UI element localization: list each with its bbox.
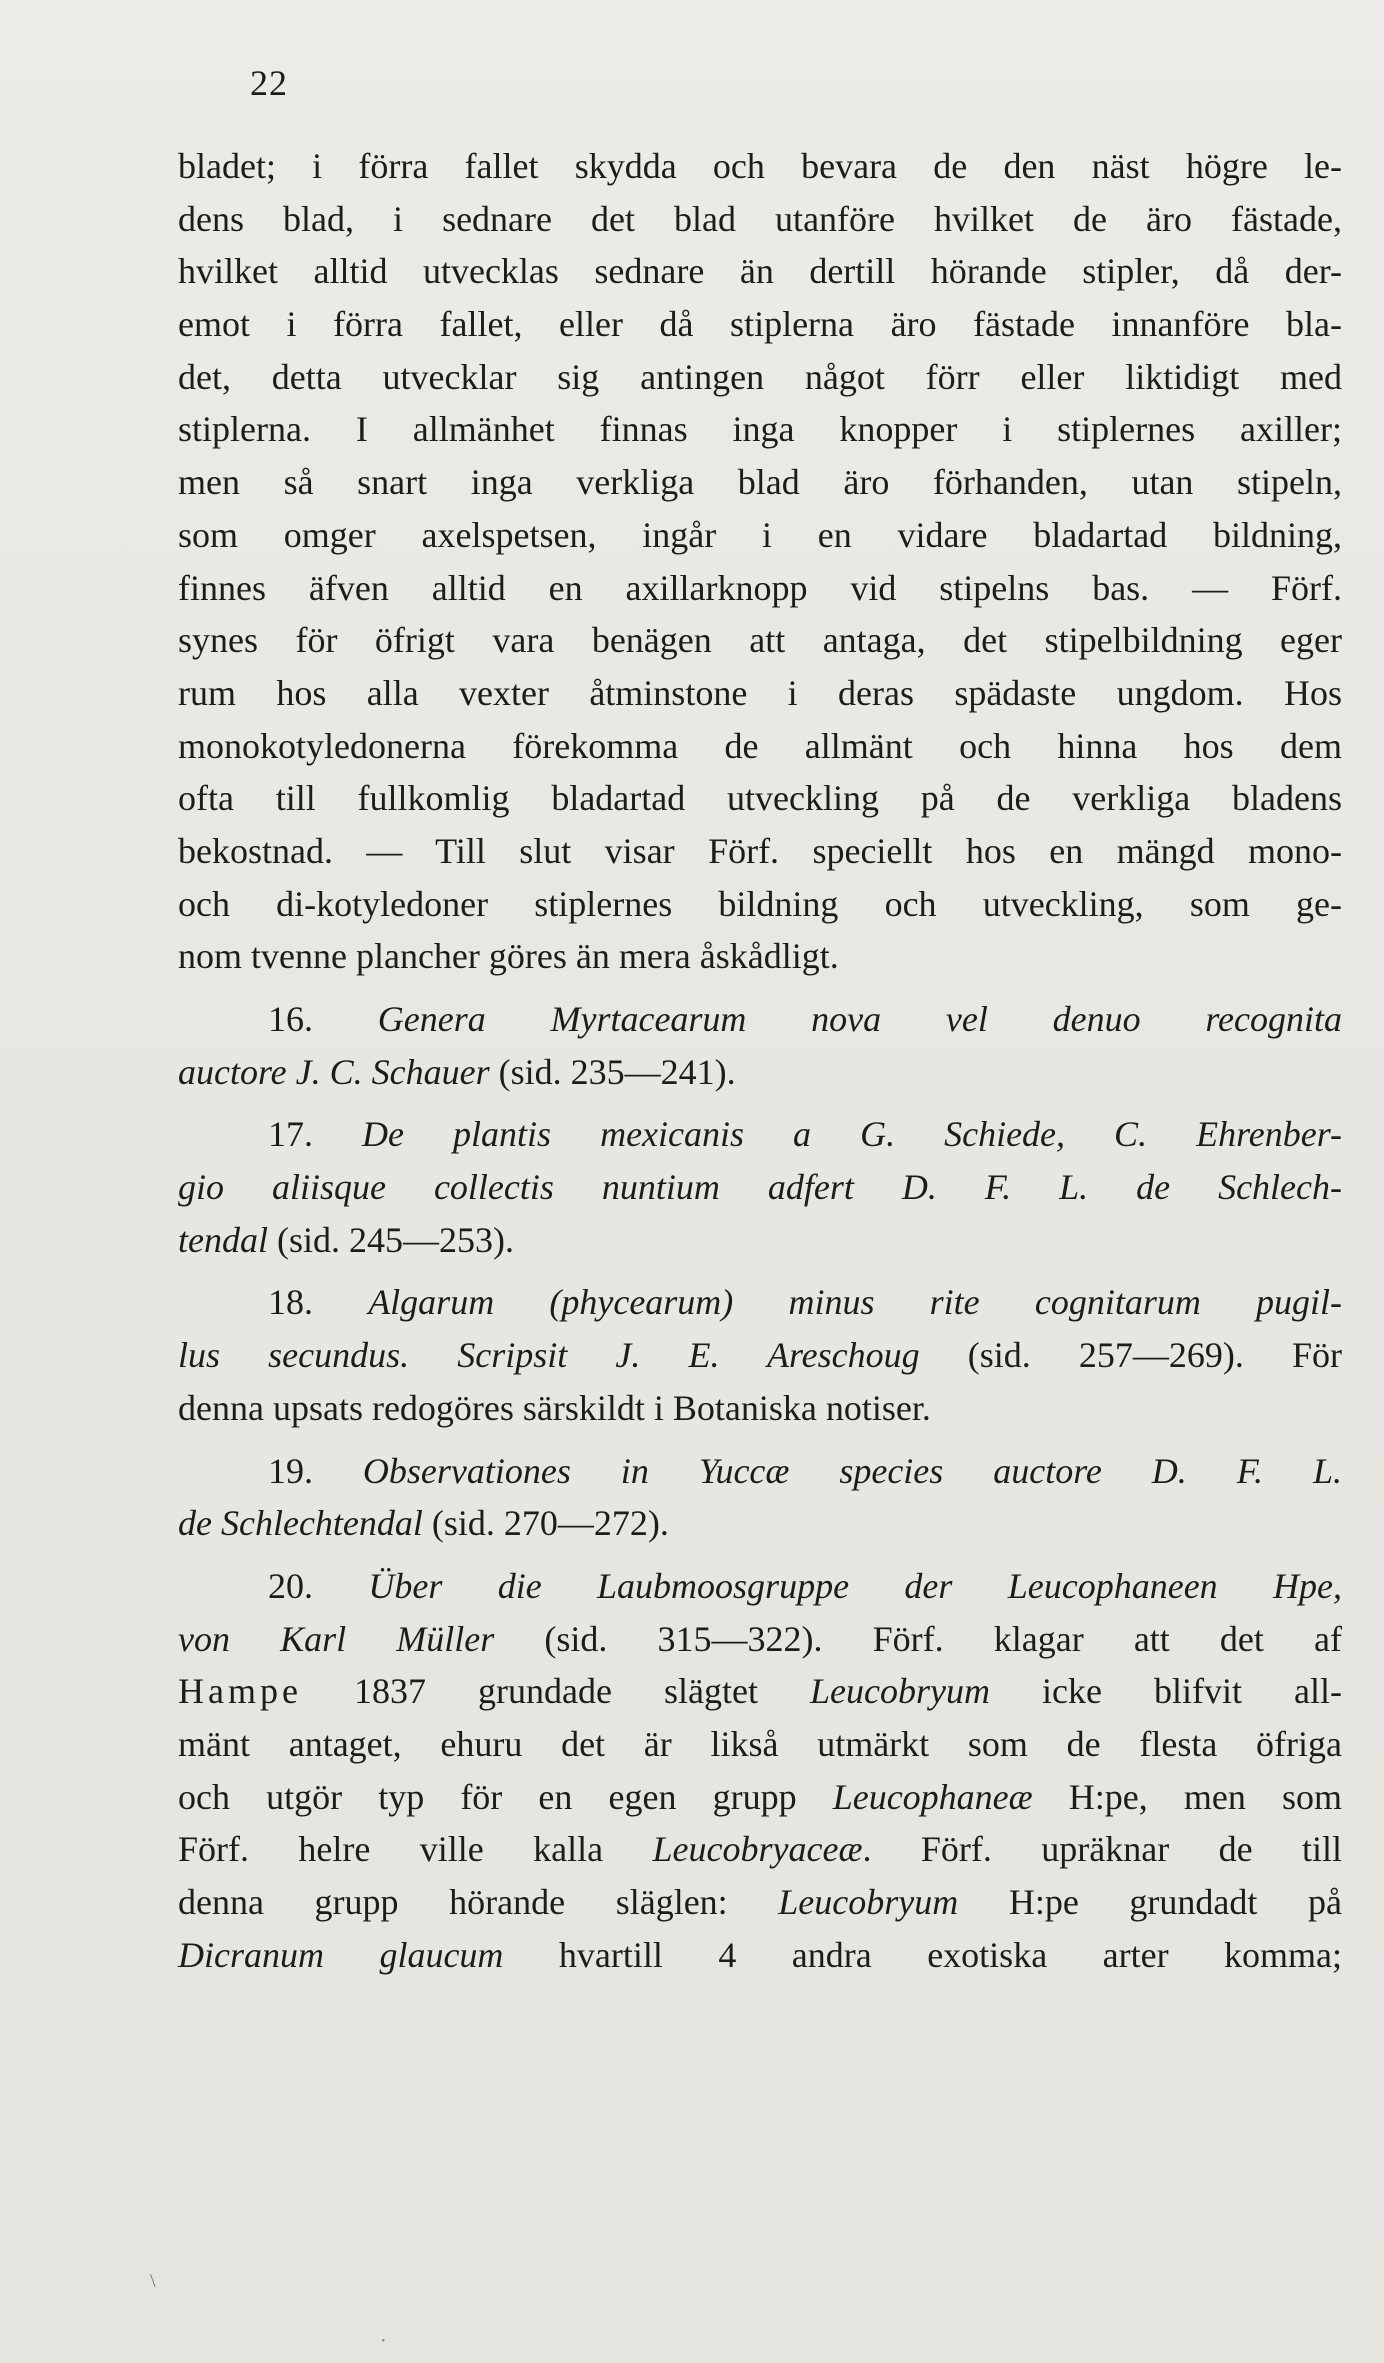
text-line (178, 1276, 1342, 1329)
italic-genus: Leucobryaceæ (652, 1829, 863, 1870)
text-line: men så snart inga verkliga blad äro förhanden, utan stipeln, (178, 462, 1342, 503)
text-line (178, 1876, 1342, 1929)
text-line (178, 1046, 1342, 1099)
italic-title: Algarum (phycearum) minus rite cognitarum pugil- (368, 1282, 1343, 1323)
italic-genus: Leucophaneæ (832, 1776, 1033, 1817)
page-reference: (sid. 245—253). (267, 1219, 514, 1260)
roman-text: H:pe grundadt på (958, 1882, 1342, 1922)
page-reference: (sid. 257—269). För (919, 1335, 1342, 1376)
text-line (178, 1329, 1342, 1382)
page-number: 22 (250, 63, 288, 103)
roman-text: hvartill 4 andra exotiska arter komma; (503, 1934, 1343, 1975)
text-line: stiplerna. I allmänhet finnas inga knopper i stiplernes axiller; (178, 409, 1342, 450)
text-line (178, 1823, 1342, 1876)
entry-19 (178, 1445, 1342, 1550)
text-line: nom tvenne plancher göres än mera åskådligt. (178, 936, 839, 977)
entry-17 (178, 1108, 1342, 1266)
page-reference: (sid. 235—241). (489, 1051, 736, 1092)
text-line: hvilket alltid utvecklas sednare än dertill hörande stipler, då der- (178, 251, 1342, 292)
italic-title: gio aliisque collectis nuntium adfert D. F. L. de Schlech- (178, 1167, 1342, 1208)
text-line (178, 1382, 1342, 1435)
text-line (178, 1929, 1342, 1982)
italic-genus: Leucobryum (810, 1671, 990, 1712)
italic-title: tendal (178, 1219, 268, 1260)
italic-genus: Dicranum glaucum (178, 1934, 504, 1975)
page-text (178, 140, 1342, 1981)
text-line (178, 1665, 1342, 1718)
italic-title: Observationes in Yuccæ species auctore D. F. L. (362, 1450, 1342, 1491)
entry-number: 17. (268, 1114, 313, 1155)
text-line: rum hos alla vexter åtminstone i deras spädaste ungdom. Hos (178, 672, 1342, 713)
spaced-name: Hampe (178, 1671, 302, 1712)
paragraph-stipler (178, 140, 1342, 983)
text-line: det, detta utvecklar sig antingen något förr eller liktidigt med (178, 356, 1342, 397)
italic-title: de Schlechtendal (178, 1503, 423, 1544)
text-line (178, 1613, 1342, 1666)
text-line: synes för öfrigt vara benägen att antaga, det stipelbildning eger (178, 620, 1342, 661)
paper-speck: · (380, 2330, 387, 2352)
entry-number: 18. (268, 1282, 313, 1323)
text-line: och di-kotyledoner stiplernes bildning och utveckling, som ge- (178, 883, 1342, 924)
italic-title: Genera Myrtacearum nova vel denuo recognita (377, 999, 1343, 1039)
text-line (178, 993, 1342, 1046)
entry-number: 16. (268, 999, 313, 1039)
entry-16 (178, 993, 1342, 1098)
text-line (178, 1445, 1342, 1498)
entry-20 (178, 1560, 1342, 1982)
roman-text: H:pe, men som (1032, 1776, 1342, 1817)
italic-title: De plantis mexicanis a G. Schiede, C. Ehrenber- (362, 1114, 1342, 1155)
roman-text: denna upsats redogöres särskildt i Botaniska notiser. (178, 1387, 931, 1428)
text-line: bladet; i förra fallet skydda och bevara de den näst högre le- (178, 146, 1342, 186)
text-line (178, 1718, 1342, 1771)
roman-text: (sid. 315—322). Förf. klagar att det af (494, 1618, 1343, 1659)
text-line (178, 1560, 1342, 1613)
roman-text: 1837 grundade slägtet (301, 1671, 811, 1712)
italic-title: von Karl Müller (178, 1618, 495, 1659)
text-line (178, 1497, 1342, 1550)
text-line: finnes äfven alltid en axillarknopp vid stipelns bas. — Förf. (178, 567, 1342, 608)
text-line: emot i förra fallet, eller då stiplerna äro fästade innanföre bla- (178, 304, 1342, 345)
italic-title: Über die Laubmoosgruppe der Leucophaneen Hpe, (368, 1565, 1343, 1606)
text-line: monokotyledonerna förekomma de allmänt och hinna hos dem (178, 725, 1342, 766)
text-line: ofta till fullkomlig bladartad utveckling på de verkliga bladens (178, 778, 1342, 819)
italic-title: lus secundus. Scripsit J. E. Areschoug (178, 1335, 920, 1376)
roman-text: . Förf. upräknar de till (862, 1829, 1342, 1870)
text-line: som omger axelspetsen, ingår i en vidare bladartad bildning, (178, 514, 1342, 555)
text-line: dens blad, i sednare det blad utanföre hvilket de äro fästade, (178, 198, 1342, 239)
entry-number: 19. (268, 1450, 313, 1491)
page-reference: (sid. 270—272). (422, 1503, 669, 1544)
text-line (178, 1214, 1342, 1267)
paper-speck: \ (150, 2270, 156, 2292)
italic-title: auctore J. C. Schauer (178, 1051, 490, 1092)
roman-text: och utgör typ för en egen grupp (178, 1776, 833, 1817)
text-line (178, 1161, 1342, 1214)
roman-text: denna grupp hörande släglen: (178, 1882, 779, 1922)
roman-text: icke blifvit all- (989, 1671, 1342, 1712)
text-line (178, 1108, 1342, 1161)
entry-number: 20. (268, 1565, 313, 1606)
roman-text: mänt antaget, ehuru det är likså utmärkt som de flesta öfriga (178, 1723, 1342, 1764)
text-line (178, 1771, 1342, 1824)
italic-genus: Leucobryum (778, 1882, 959, 1922)
roman-text: Förf. helre ville kalla (178, 1829, 653, 1870)
text-line: bekostnad. — Till slut visar Förf. speciellt hos en mängd mono- (178, 830, 1342, 871)
entry-18 (178, 1276, 1342, 1434)
